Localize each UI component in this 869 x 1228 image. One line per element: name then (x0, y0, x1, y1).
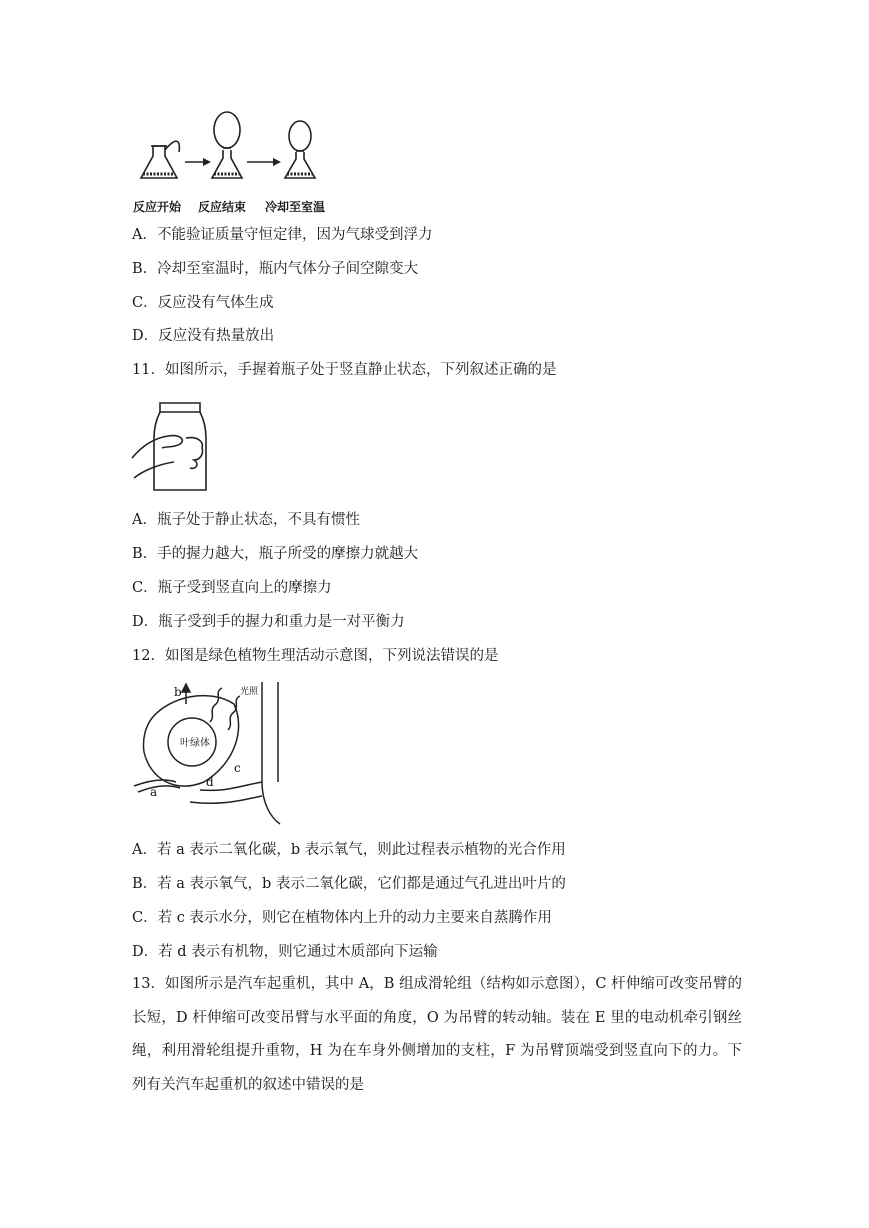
label-d: d (206, 775, 214, 789)
q12-stem: 12．如图是绿色植物生理活动示意图，下列说法错误的是 (132, 648, 499, 664)
q11-option-a: A．瓶子处于静止状态，不具有惯性 (132, 512, 360, 528)
hand-holding-bottle-figure (130, 398, 215, 498)
q11-option-d: D．瓶子受到手的握力和重力是一对平衡力 (132, 614, 405, 630)
q11-option-b: B．手的握力越大，瓶子所受的摩擦力就越大 (132, 546, 419, 562)
q10-option-d: D．反应没有热量放出 (132, 328, 275, 344)
label-chloroplast: 叶绿体 (180, 738, 210, 749)
flask-cooled (285, 121, 315, 178)
label-c: c (234, 761, 241, 775)
caption-reaction-start: 反应开始 (133, 200, 182, 214)
q12-option-c: C．若 c 表示水分，则它在植物体内上升的动力主要来自蒸腾作用 (132, 910, 552, 926)
q12-option-b: B．若 a 表示氧气，b 表示二氧化碳，它们都是通过气孔进出叶片的 (132, 876, 566, 892)
q11-option-c: C．瓶子受到竖直向上的摩擦力 (132, 580, 332, 596)
label-b: b (174, 685, 182, 699)
q12-option-a: A．若 a 表示二氧化碳，b 表示氧气，则此过程表示植物的光合作用 (132, 842, 566, 858)
flask-reaction-end (212, 112, 242, 178)
q13-stem: 13．如图所示是汽车起重机，其中 A，B 组成滑轮组（结构如示意图），C 杆伸缩可改变吊臂的长短，D 杆伸缩可改变吊臂与水平面的角度，O 为吊臂的转动轴。装在 E 里的电动机牵引钢丝绳，利用滑轮组提升重物，H 为在车身外侧增加的支柱，F 为吊臂顶端受到竖直向下的力。下列有关汽车起重机的叙述中错误的是 (132, 976, 742, 1093)
label-light: 光照 (240, 687, 259, 697)
caption-cooled: 冷却至室温 (265, 200, 326, 214)
q12-option-d: D．若 d 表示有机物，则它通过木质部向下运输 (132, 944, 438, 960)
flask-reaction-start (141, 141, 179, 178)
q11-stem: 11．如图所示，手握着瓶子处于竖直静止状态，下列叙述正确的是 (132, 362, 557, 378)
q10-option-a: A．不能验证质量守恒定律，因为气球受到浮力 (132, 227, 433, 243)
q10-option-c: C．反应没有气体生成 (132, 295, 274, 311)
caption-reaction-end: 反应结束 (198, 200, 247, 214)
label-a: a (150, 785, 158, 799)
plant-physiology-figure (130, 682, 290, 827)
balloon-flask-figure (135, 108, 335, 188)
q10-option-b: B．冷却至室温时，瓶内气体分子间空隙变大 (132, 261, 419, 277)
